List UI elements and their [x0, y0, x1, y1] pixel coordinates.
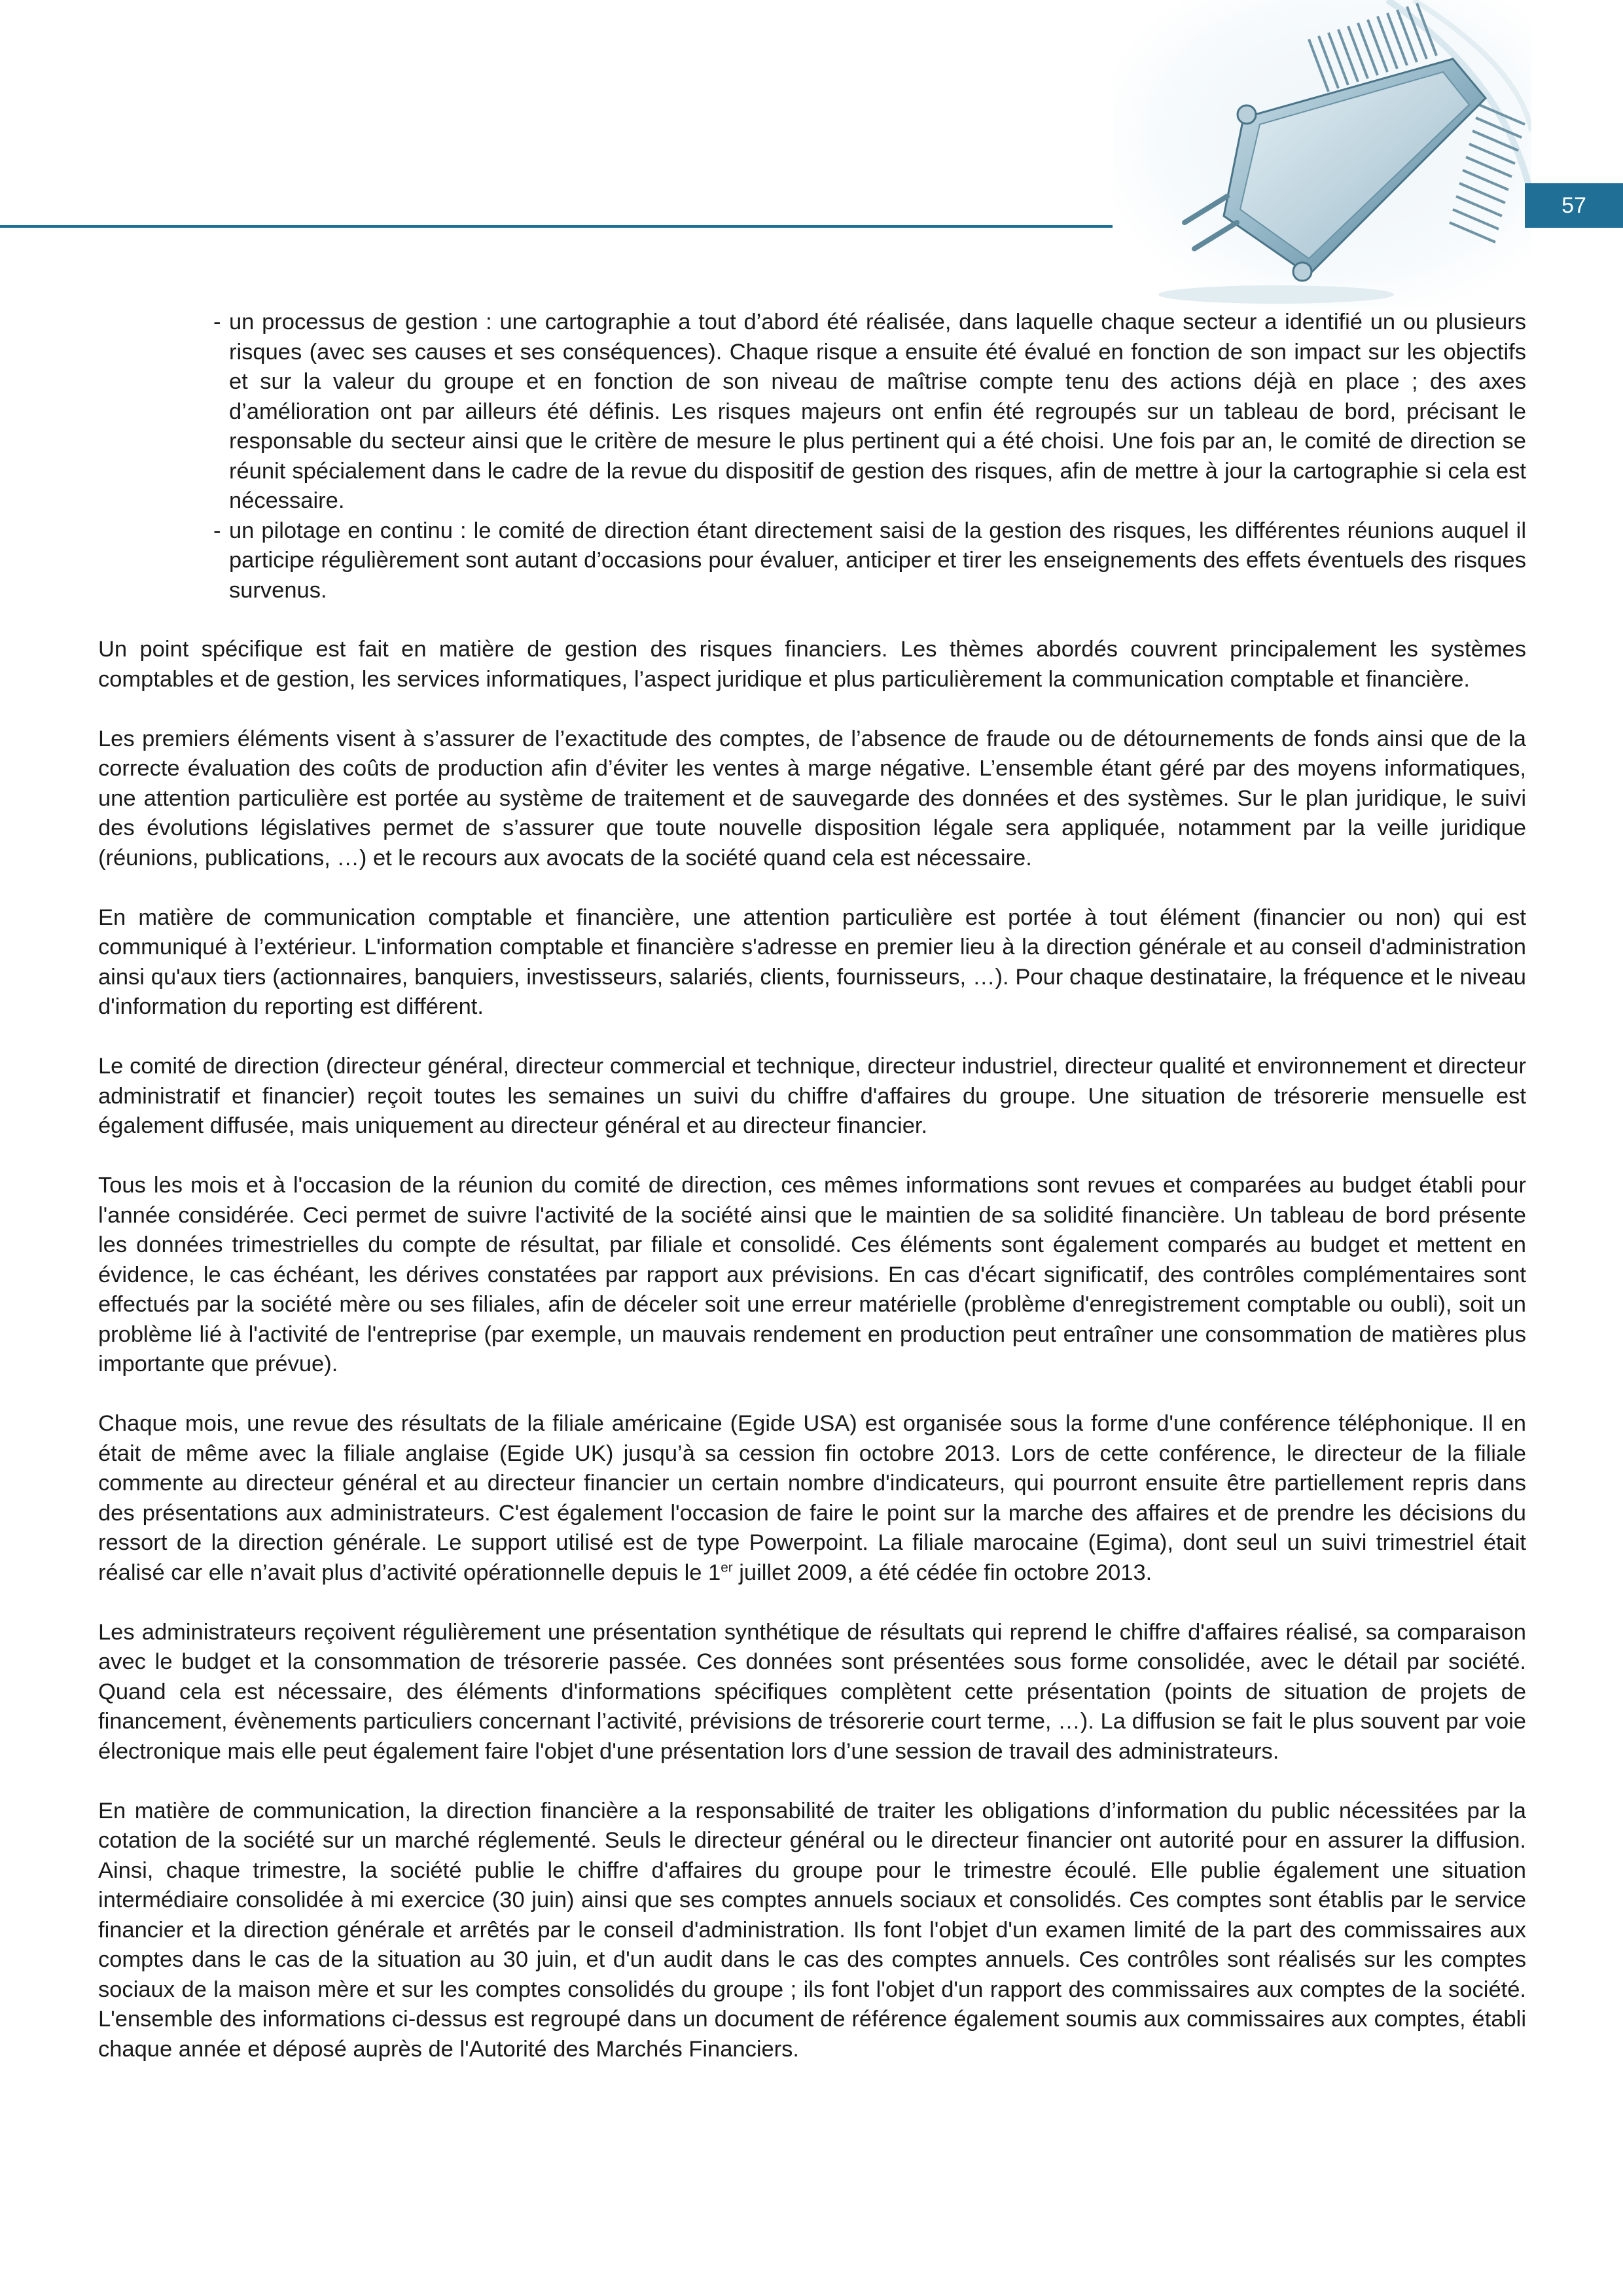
paragraph-management-committee: Le comité de direction (directeur général, directeur commercial et technique, directeur industriel, directeur qualité et environnement et directeur administratif et financier) reçoit toutes les semaines un suivi du chiffre d'affaires du groupe. Une situation de trésorerie mensuelle est également diffusée, mais uniquement au directeur général et au directeur financier. — [98, 1054, 1526, 1138]
paragraph-first-elements: Les premiers éléments visent à s’assurer de l’exactitude des comptes, de l’absence de fraude ou de détournements de fonds ainsi que de la correcte évaluation des coûts de production afin d’éviter les ventes à marge négative. L’ensemble étant géré par des moyens informatiques, une attention particulière est portée au système de traitement et de sauvegarde des données et des systèmes. Sur le plan juridique, le suivi des évolutions législatives permet de s’assurer que toute nouvelle disposition légale sera appliquée, notamment par la veille juridique (réunions, publications, …) et le recours aux avocats de la société quand cela est nécessaire. — [98, 726, 1526, 870]
paragraph-administrators: Les administrateurs reçoivent régulièrement une présentation synthétique de résultats qui reprend le chiffre d'affaires réalisé, sa comparaison avec le budget et la consommation de trésorerie passée. Ces données sont présentées sous forme consolidée, avec le détail par société. Quand cela est nécessaire, des éléments d'informations spécifiques complètent cette présentation (points de situation de projets de financement, évènements particuliers concernant l’activité, prévisions de trésorerie court terme, …). La diffusion se fait le plus souvent par voie électronique mais elle peut également faire l'objet d'une présentation lors d’une session de travail des administrateurs. — [98, 1619, 1526, 1764]
list-item-text: un pilotage en continu : le comité de direction étant directement saisi de la gestion des risques, les différentes réunions auquel il participe régulièrement sont autant d’occasions pour évaluer, anticiper et tirer les enseignements des effets éventuels des risques survenus. — [229, 518, 1526, 603]
paragraph-monthly-review: Tous les mois et à l'occasion de la réunion du comité de direction, ces mêmes informations sont revues et comparées au budget établi pour l'année considérée. Ceci permet de suivre l'activité de la société ainsi que le maintien de sa solidité financière. Un tableau de bord présente les données trimestrielles du compte de résultat, par filiale et consolidé. Ces éléments sont également comparés au budget et mettent en évidence, le cas échéant, les dérives constatées par rapport aux prévisions. En cas d'écart significatif, des contrôles complémentaires sont effectués par la société mère ou ses filiales, afin de déceler soit une erreur matérielle (problème d'enregistrement comptable ou oubli), soit un problème lié à l'activité de l'entreprise (par exemple, un mauvais rendement en production peut entraîner une consommation de matières plus importante que prévue). — [98, 1173, 1526, 1376]
paragraph-communication: En matière de communication comptable et financière, une attention particulière est portée à tout élément (financier ou non) qui est communiqué à l’extérieur. L'information comptable et financière s'adresse en premier lieu à la direction générale et au conseil d'administration ainsi qu'aux tiers (actionnaires, banquiers, investisseurs, salariés, clients, fournisseurs, …). Pour chaque destinataire, la fréquence et le niveau d'information du reporting est différent. — [98, 905, 1526, 1019]
header-rule — [0, 225, 1113, 228]
bullet-list — [98, 308, 1526, 605]
paragraph-subsidiaries — [98, 1409, 1526, 1588]
paragraph-financial-risks: Un point spécifique est fait en matière de gestion des risques financiers. Les thèmes abordés couvrent principalement les systèmes comptables et de gestion, les services informatiques, l’aspect juridique et plus particulièrement la communication comptable et financière. — [98, 637, 1526, 692]
paragraph-financial-communication: En matière de communication, la direction financière a la responsabilité de traiter les obligations d’information du public nécessitées par la cotation de la société sur un marché réglementé. Seuls le directeur général ou le directeur financier ont autorité pour en assurer la diffusion. Ainsi, chaque trimestre, la société publie le chiffre d'affaires du groupe pour le trimestre écoulé. Elle publie également une situation intermédiaire consolidée à mi exercice (30 juin) ainsi que ses comptes annuels sociaux et consolidés. Ces comptes sont établis par le service financier et la direction générale et arrêtés par le conseil d'administration. Ils font l'objet d'un examen limité de la part des commissaires aux comptes dans le cas de la situation au 30 juin, et d'un audit dans le cas des comptes annuels. Ces contrôles sont réalisés sur les comptes sociaux de la maison mère et sur les comptes consolidés du groupe ; ils font l'objet d'un rapport des commissaires aux comptes de la société. L'ensemble des informations ci-dessus est regroupé dans un document de référence également soumis aux commissaires aux comptes, établi chaque année et déposé auprès de l'Autorité des Marchés Financiers. — [98, 1798, 1526, 2062]
list-dash: - — [213, 310, 221, 334]
list-item — [98, 308, 1526, 516]
paragraph-text: juillet 2009, a été cédée fin octobre 2013. — [732, 1560, 1152, 1585]
list-dash: - — [213, 518, 221, 543]
paragraph-text: Chaque mois, une revue des résultats de la filiale américaine (Egide USA) est organisée sous la forme d'une conférence téléphonique. Il en était de même avec la filiale anglaise (Egide UK) jusqu’à sa cession fin octobre 2013. Lors de cette conférence, le directeur de la filiale commente au directeur général et au directeur financier un certain nombre d'indicateurs, qui pourront ensuite être partiellement repris dans des présentations aux administrateurs. C'est également l'occasion de faire le point sur la marche des affaires et de prendre les décisions du ressort de la direction générale. Le support utilisé est de type Powerpoint. La filiale marocaine (Egima), dont seul un suivi trimestriel était réalisé car elle n’avait plus d’activité opérationnelle depuis le 1 — [98, 1411, 1526, 1585]
superscript: er — [721, 1560, 733, 1575]
list-item-text: un processus de gestion : une cartographie a tout d’abord été réalisée, dans laquelle chaque secteur a identifié un ou plusieurs risques (avec ses causes et ses conséquences). Chaque risque a ensuite été évalué en fonction de son impact sur les objectifs et sur la valeur du groupe et en fonction de son niveau de maîtrise compte tenu des actions déjà en place ; des axes d’amélioration ont par ailleurs été définis. Les risques majeurs ont enfin été regroupés sur un tableau de bord, précisant le responsable du secteur ainsi que le critère de mesure le plus pertinent qui a été choisi. Une fois par an, le comité de direction se réunit spécialement dans le cadre de la revue du dispositif de gestion des risques, afin de mettre à jour la cartographie si cela est nécessaire. — [229, 310, 1526, 513]
list-item — [98, 516, 1526, 606]
page-number: 57 — [1525, 183, 1623, 228]
main-content — [98, 308, 1526, 2094]
component-photo-icon — [1113, 0, 1531, 308]
